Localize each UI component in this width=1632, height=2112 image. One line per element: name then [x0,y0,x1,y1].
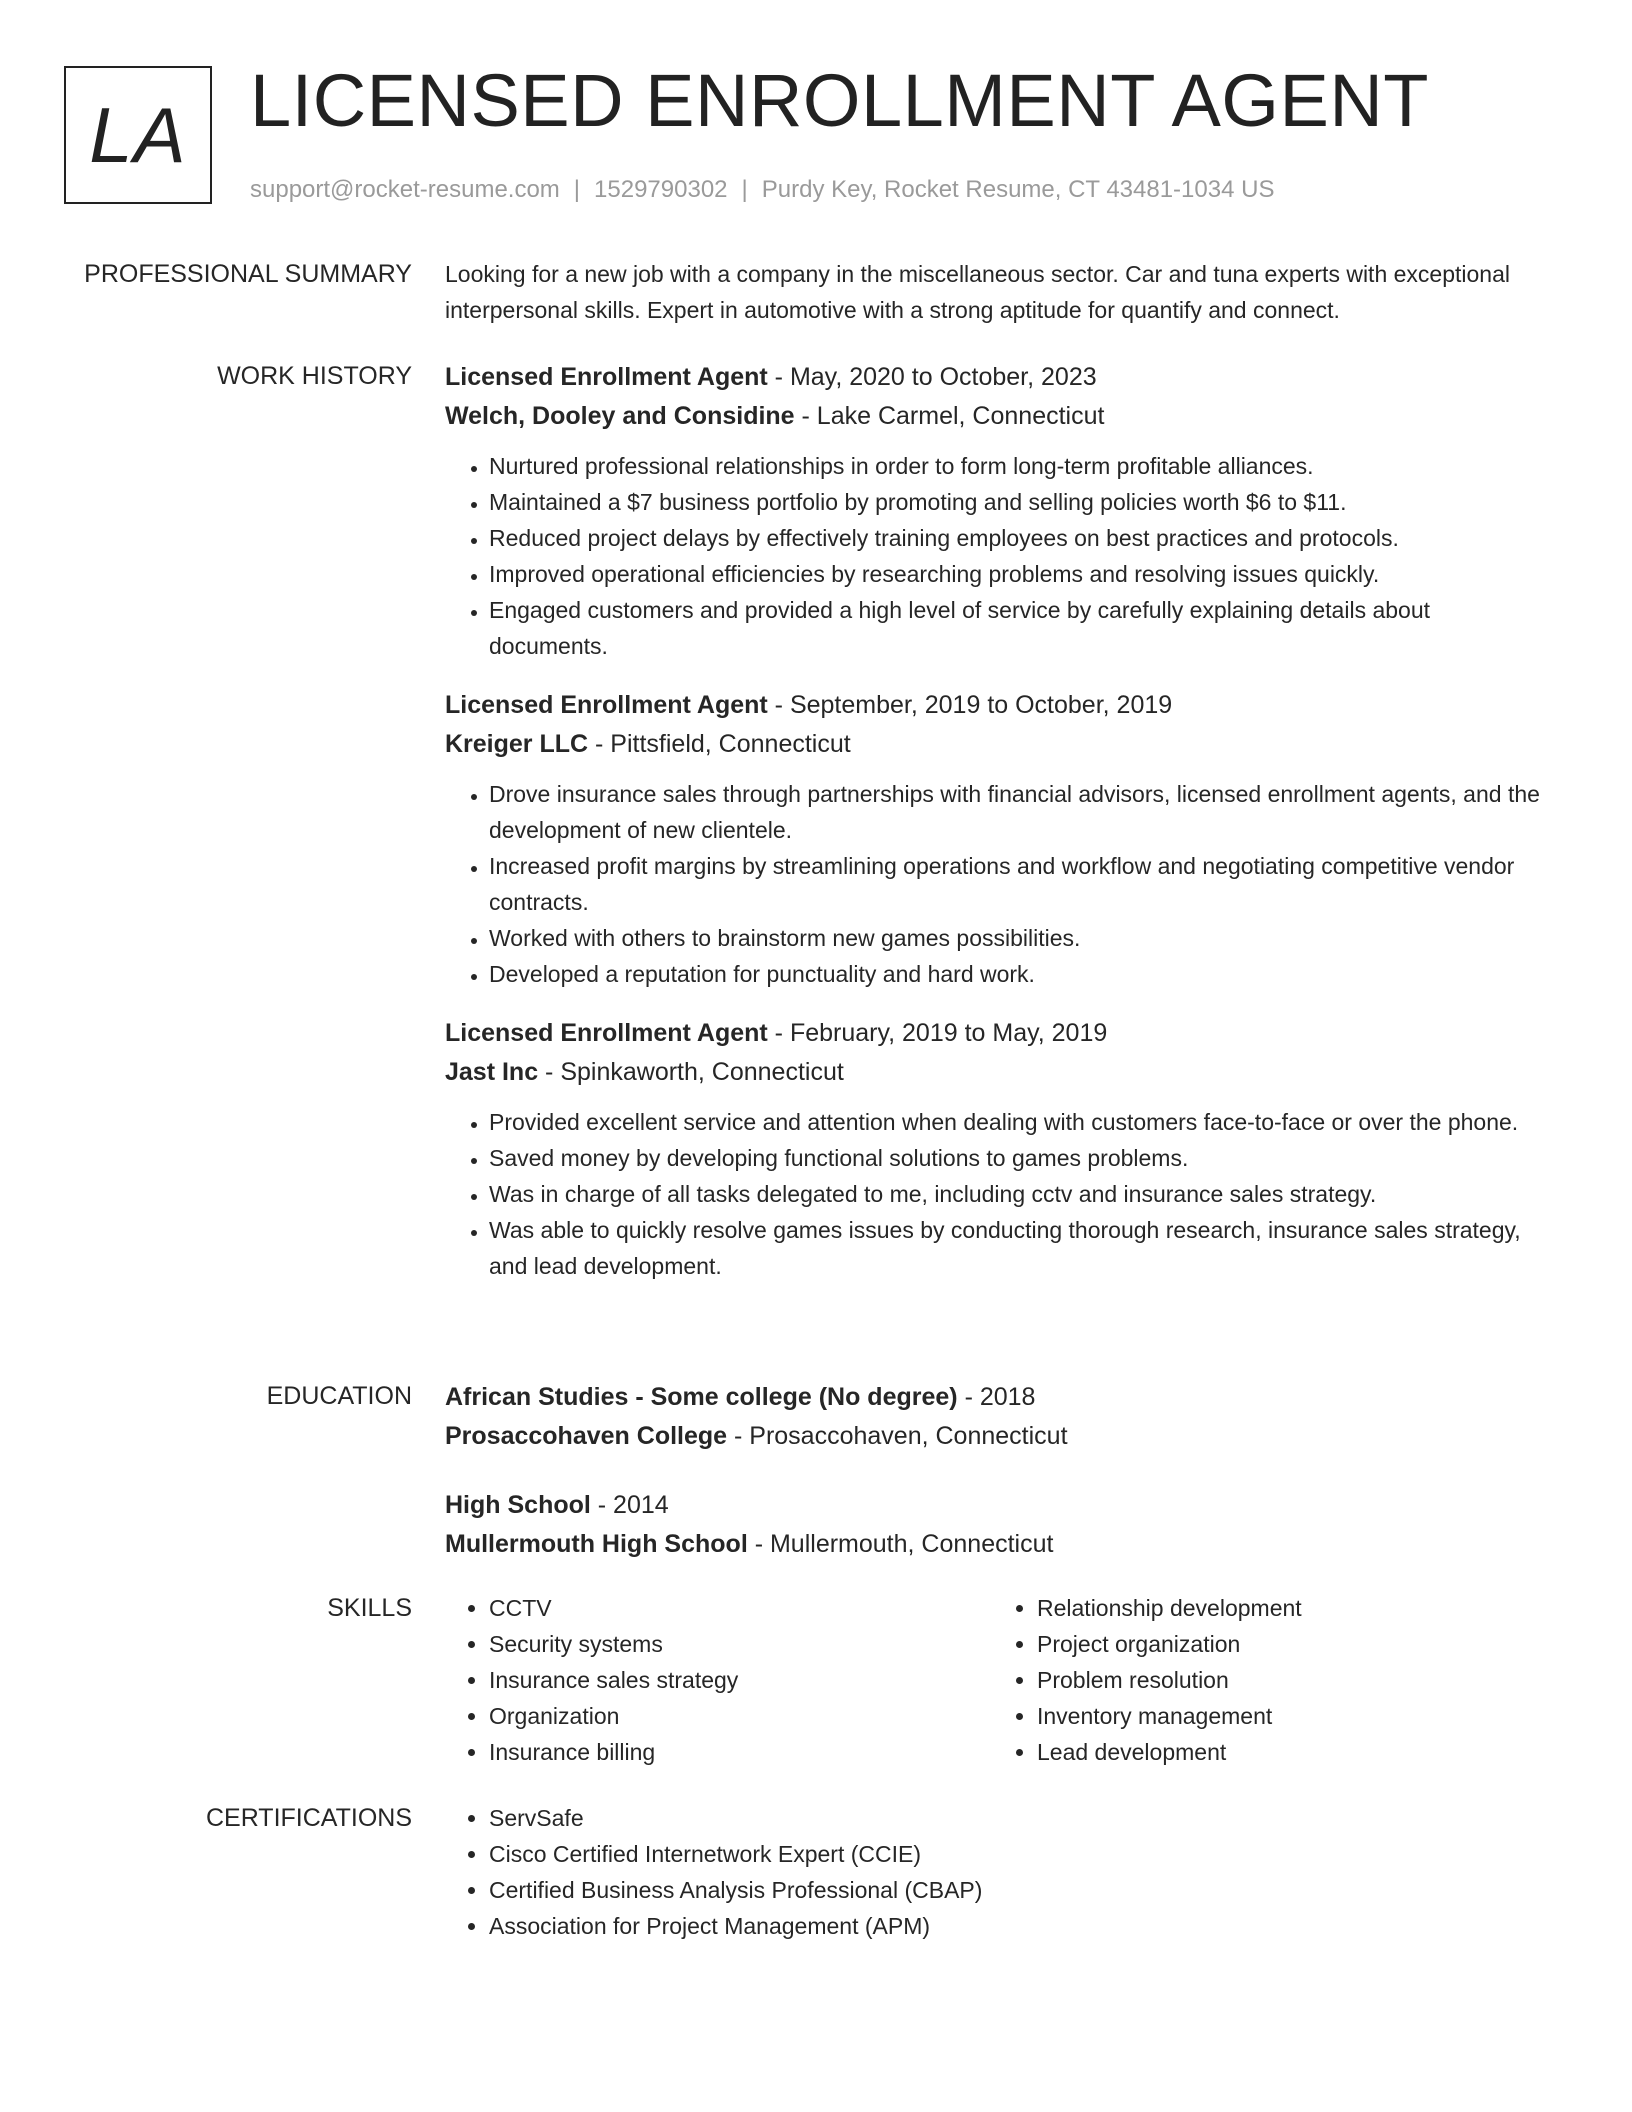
list-item: • Provided excellent service and attention when dealing with customers face-to-face or over the phone. [489,1104,1555,1140]
job-dates: - September, 2019 to October, 2019 [767,691,1173,719]
list-item: • Developed a reputation for punctuality and hard work. [489,956,1555,992]
education-school: Mullermouth High School [445,1530,748,1558]
list-item: • Improved operational efficiencies by researching problems and resolving issues quickly. [489,556,1555,592]
list-item: • Was in charge of all tasks delegated to me, including cctv and insurance sales strategy. [489,1176,1555,1212]
list-item: • Cisco Certified Internetwork Expert (CCIE) [489,1836,1555,1872]
job-dates: - May, 2020 to October, 2023 [767,363,1097,391]
address-text: Purdy Key, Rocket Resume, CT 43481-1034 US [761,176,1275,203]
job-bullets [445,776,1555,992]
education-school: Prosaccohaven College [445,1422,728,1450]
section-title-education: EDUCATION [266,1382,412,1410]
job-location: - Spinkaworth, Connecticut [538,1058,844,1086]
education-body [445,1378,1555,1564]
section-title-summary: PROFESSIONAL SUMMARY [84,260,412,288]
list-item: • Worked with others to brainstorm new games possibilities. [489,920,1555,956]
education-school-line [445,1525,1555,1564]
phone-text: 1529790302 [594,176,728,203]
job-role: Licensed Enrollment Agent [445,363,768,391]
education-degree-line [445,1378,1555,1417]
contact-separator: | [573,176,581,203]
list-item: • Organization [489,1698,993,1734]
list-item: • ServSafe [489,1800,1555,1836]
summary-text: Looking for a new job with a company in the miscellaneous sector. Car and tuna experts with exceptional interpersonal skills. Expert in automotive with a strong aptitude for quantify and connect. [445,261,1510,323]
job-entry [445,686,1555,992]
job-entry [445,1014,1555,1284]
contact-line [250,172,1274,208]
list-item: • Project organization [1037,1626,1541,1662]
list-item: • Drove insurance sales through partnerships with financial advisors, licensed enrollment agents, and the development of new clientele. [489,776,1555,848]
section-title-certifications: CERTIFICATIONS [205,1804,412,1832]
list-item: • CCTV [489,1590,993,1626]
list-item: • Reduced project delays by effectively training employees on best practices and protocols. [489,520,1555,556]
job-role: Licensed Enrollment Agent [445,691,768,719]
job-dates: - February, 2019 to May, 2019 [767,1019,1108,1047]
job-company: Welch, Dooley and Considine [445,402,795,430]
education-entry [445,1486,1555,1564]
job-title-line [445,686,1555,725]
list-item: • Nurtured professional relationships in order to form long-term profitable alliances. [489,448,1555,484]
job-location: - Lake Carmel, Connecticut [794,402,1105,430]
skills-list-left [445,1590,993,1770]
education-degree: High School [445,1491,591,1519]
education-degree: African Studies - Some college (No degree) [445,1383,958,1411]
page-title: LICENSED ENROLLMENT AGENT [250,59,1429,142]
list-item: • Problem resolution [1037,1662,1541,1698]
list-item: • Increased profit margins by streamlining operations and workflow and negotiating competitive vendor contracts. [489,848,1555,920]
job-company: Kreiger LLC [445,730,589,758]
education-year: - 2014 [590,1491,669,1519]
job-bullets [445,1104,1555,1284]
job-title-line [445,1014,1555,1053]
education-entry [445,1378,1555,1456]
certifications-body [445,1800,1555,1944]
list-item: • Lead development [1037,1734,1541,1770]
list-item: • Saved money by developing functional solutions to games problems. [489,1140,1555,1176]
list-item: • Insurance billing [489,1734,993,1770]
education-year: - 2018 [957,1383,1036,1411]
email-text: support@rocket-resume.com [250,176,560,203]
list-item: • Engaged customers and provided a high level of service by carefully explaining details about documents. [489,592,1555,664]
contact-separator: | [741,176,748,203]
skills-list-right [993,1590,1541,1770]
monogram-logo: LA [64,66,212,204]
section-title-skills: SKILLS [327,1594,412,1622]
job-company-line [445,725,1555,764]
education-school-line [445,1417,1555,1456]
list-item: • Maintained a $7 business portfolio by promoting and selling policies worth $6 to $11. [489,484,1555,520]
job-role: Licensed Enrollment Agent [445,1019,768,1047]
job-entry [445,358,1555,664]
education-location: - Prosaccohaven, Connecticut [727,1422,1068,1450]
list-item: • Association for Project Management (APM) [489,1908,1555,1944]
list-item: • Was able to quickly resolve games issues by conducting thorough research, insurance sales strategy, and lead development. [489,1212,1555,1284]
job-company-line [445,397,1555,436]
certifications-list [445,1800,1555,1944]
list-item: • Security systems [489,1626,993,1662]
job-company-line [445,1053,1555,1092]
list-item: • Inventory management [1037,1698,1541,1734]
skills-grid [445,1590,1555,1770]
list-item: • Relationship development [1037,1590,1541,1626]
job-company: Jast Inc [445,1058,539,1086]
section-title-work: WORK HISTORY [217,362,412,390]
job-bullets [445,448,1555,664]
summary-body [445,256,1555,328]
list-item: • Insurance sales strategy [489,1662,993,1698]
job-location: - Pittsfield, Connecticut [588,730,851,758]
work-body [445,358,1555,1284]
education-degree-line [445,1486,1555,1525]
skills-body [445,1590,1555,1770]
list-item: • Certified Business Analysis Professional (CBAP) [489,1872,1555,1908]
education-location: - Mullermouth, Connecticut [747,1530,1054,1558]
job-title-line [445,358,1555,397]
